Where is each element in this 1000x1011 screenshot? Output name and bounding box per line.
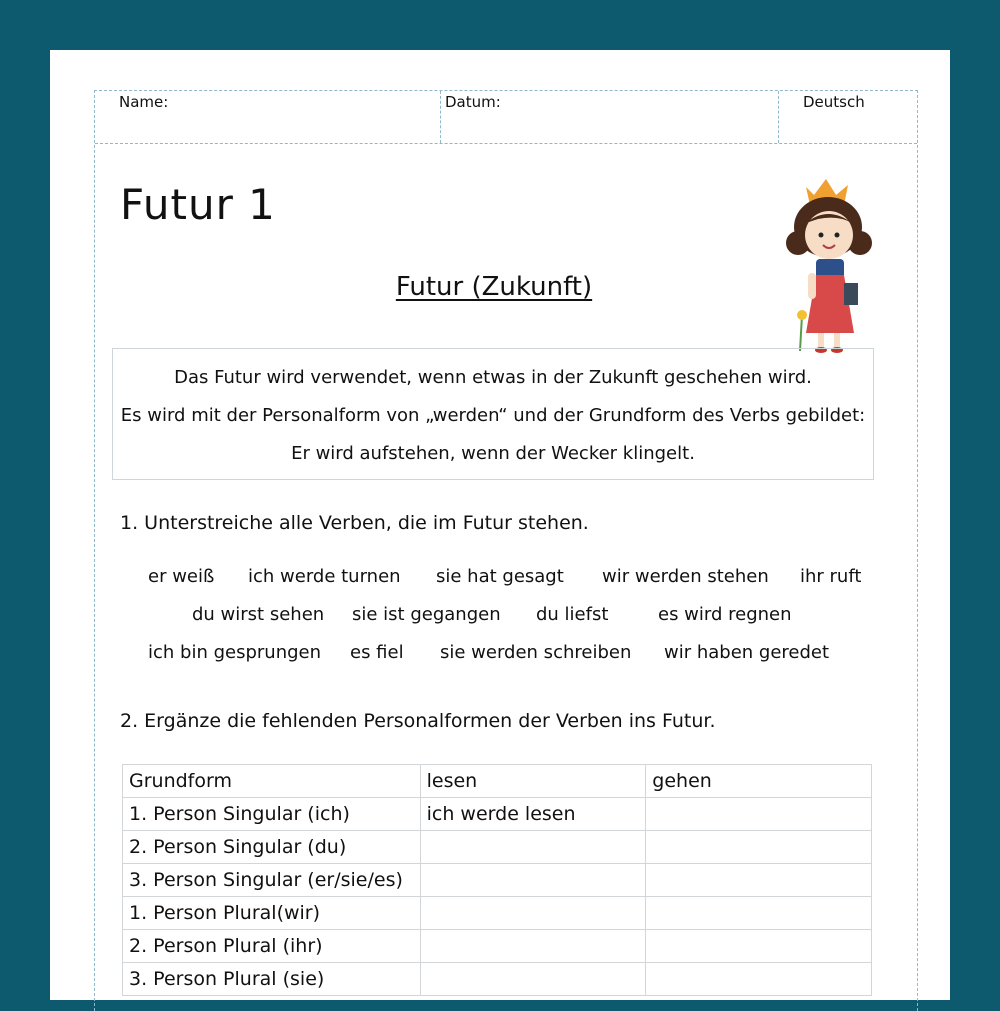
- table-row: [123, 798, 872, 831]
- verb-phrase[interactable]: es fiel: [350, 642, 404, 663]
- person-cell: 3. Person Singular (er/sie/es): [123, 864, 421, 897]
- table-row: [123, 930, 872, 963]
- person-cell: 2. Person Plural (ihr): [123, 930, 421, 963]
- verb-phrase[interactable]: ich bin gesprungen: [148, 642, 322, 663]
- verb-phrase[interactable]: du liefst: [536, 604, 609, 625]
- header-divider: [440, 91, 441, 143]
- answer-cell[interactable]: [646, 963, 872, 996]
- verb-phrase[interactable]: sie ist gegangen: [352, 604, 501, 625]
- date-label: Datum:: [445, 93, 501, 111]
- name-label: Name:: [119, 93, 169, 111]
- page-title: Futur 1: [120, 180, 276, 229]
- answer-cell[interactable]: [420, 864, 646, 897]
- person-cell: 1. Person Plural(wir): [123, 897, 421, 930]
- verb-phrase[interactable]: sie werden schreiben: [440, 642, 632, 663]
- table-row: [123, 864, 872, 897]
- info-line: Er wird aufstehen, wenn der Wecker klingelt.: [291, 443, 695, 464]
- answer-cell[interactable]: [420, 897, 646, 930]
- table-header-row: [123, 765, 872, 798]
- info-line: Es wird mit der Personalform von „werden“ und der Grundform des Verbs gebildet:: [120, 405, 866, 426]
- task-2-instruction: 2. Ergänze die fehlenden Personalformen der Verben ins Futur.: [120, 710, 716, 732]
- person-cell: 3. Person Plural (sie): [123, 963, 421, 996]
- girl-with-crown-icon: [768, 165, 893, 355]
- verb-phrase[interactable]: wir haben geredet: [664, 642, 830, 663]
- person-cell: 1. Person Singular (ich): [123, 798, 421, 831]
- verb-phrase[interactable]: wir werden stehen: [602, 566, 769, 587]
- answer-cell[interactable]: [420, 831, 646, 864]
- person-cell: 2. Person Singular (du): [123, 831, 421, 864]
- answer-cell[interactable]: [646, 798, 872, 831]
- verb-phrase[interactable]: er weiß: [148, 566, 215, 587]
- verb-phrase[interactable]: es wird regnen: [658, 604, 792, 625]
- subtitle: Futur (Zukunft): [395, 272, 593, 302]
- answer-cell[interactable]: ich werde lesen: [420, 798, 646, 831]
- conjugation-table: [122, 764, 872, 996]
- table-row: [123, 831, 872, 864]
- table-header-cell: lesen: [420, 765, 646, 798]
- verb-phrase[interactable]: ihr ruft: [800, 566, 862, 587]
- answer-cell[interactable]: [646, 930, 872, 963]
- task-1-instruction: 1. Unterstreiche alle Verben, die im Futur stehen.: [120, 512, 589, 534]
- worksheet: [50, 50, 950, 1000]
- header-row: [95, 91, 917, 144]
- answer-cell[interactable]: [420, 930, 646, 963]
- header-divider: [778, 91, 779, 143]
- info-box: [112, 348, 874, 480]
- verb-phrase[interactable]: sie hat gesagt: [436, 566, 564, 587]
- table-row: [123, 897, 872, 930]
- verb-phrase[interactable]: du wirst sehen: [192, 604, 325, 625]
- table-row: [123, 963, 872, 996]
- answer-cell[interactable]: [420, 963, 646, 996]
- answer-cell[interactable]: [646, 831, 872, 864]
- info-line: Das Futur wird verwendet, wenn etwas in der Zukunft geschehen wird.: [174, 367, 812, 388]
- answer-cell[interactable]: [646, 897, 872, 930]
- table-header-cell: Grundform: [123, 765, 421, 798]
- verb-phrase[interactable]: ich werde turnen: [248, 566, 401, 587]
- table-header-cell: gehen: [646, 765, 872, 798]
- answer-cell[interactable]: [646, 864, 872, 897]
- subject-label: Deutsch: [803, 93, 865, 111]
